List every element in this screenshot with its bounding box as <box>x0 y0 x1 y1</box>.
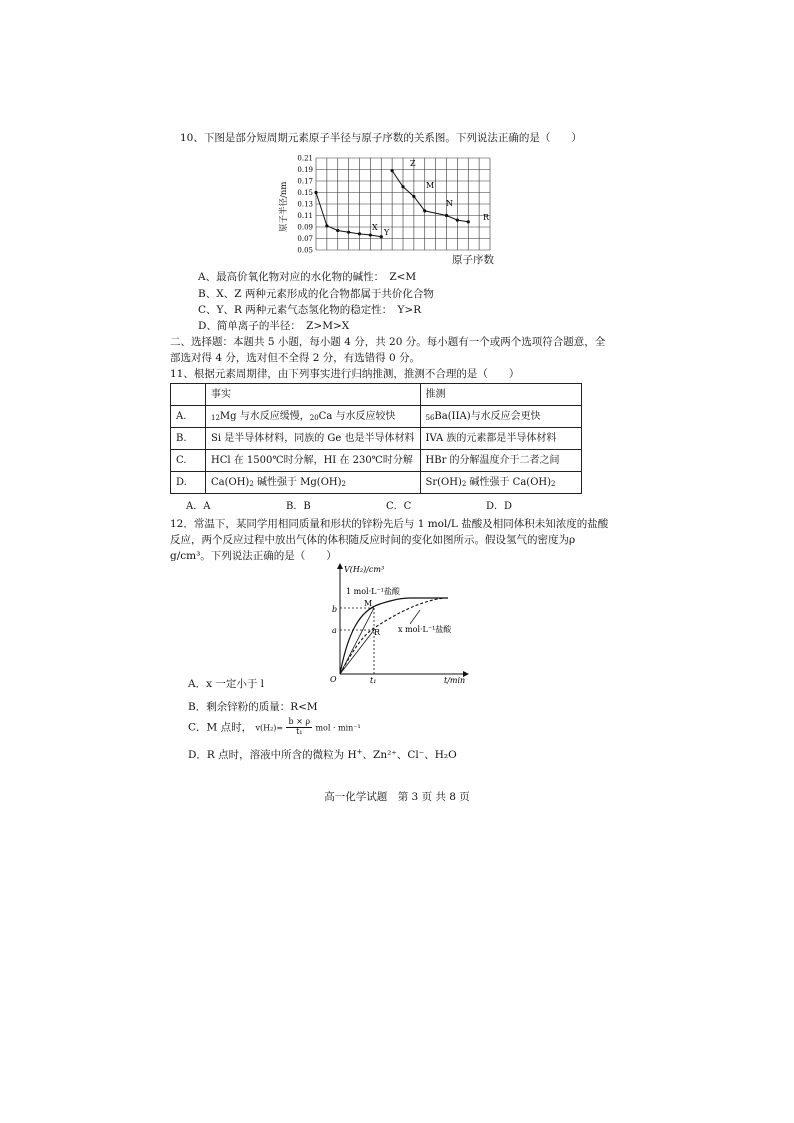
q10-data-point <box>445 214 448 217</box>
table-row <box>171 406 582 428</box>
q12-label-b: b <box>332 605 338 614</box>
q10-label-z: Z <box>410 159 416 168</box>
q12-curve-xmol <box>340 598 448 674</box>
q10-option-a: A、最高价氧化物对应的水化物的碱性： Z<M <box>198 271 417 283</box>
row-guess: Sr(OH)2 碱性强于 Ca(OH)2 <box>420 472 582 494</box>
row-fact: 12Mg 与水反应缓慢，20Ca 与水反应较快 <box>206 406 421 428</box>
q10-option-b: B、X、Z 两种元素形成的化合物都属于共价化合物 <box>198 288 434 300</box>
q12-label-r: R <box>374 628 381 637</box>
q10-data-point <box>358 232 361 235</box>
q10-data-point <box>325 224 328 227</box>
q10-data-point <box>401 185 404 188</box>
q10-data-point <box>347 231 350 234</box>
q10-ylabel: 原子半径/nm <box>279 181 289 232</box>
table-row <box>171 472 582 494</box>
table-row <box>171 384 582 406</box>
row-label: D. <box>171 472 206 494</box>
q12-stem-2: 反应，两个反应过程中放出气体的体积随反应时间的变化如图所示。假设氢气的密度为ρ <box>170 534 576 546</box>
q10-tick-label: 0.15 <box>297 189 313 197</box>
q12-stem-1: 12．常温下，某同学用相同质量和形状的锌粉先后与 1 mol/L 盐酸及相同体积未知浓度的盐酸 <box>170 518 609 530</box>
table-header-guess: 推测 <box>420 384 582 406</box>
table-row <box>171 428 582 450</box>
q10-tick-label: 0.19 <box>297 166 313 174</box>
q10-label-y: Y <box>384 228 390 237</box>
row-label: C. <box>171 450 206 472</box>
table-row <box>171 450 582 472</box>
q10-tick-label: 0.05 <box>297 246 313 255</box>
q12-option-c: C．M 点时， v(H₂)= $\frac{b \times \rho}{\text{t₁}}$ mol · min⁻¹ <box>188 717 361 736</box>
q10-label-x: X <box>372 223 378 232</box>
page-footer: 高一化学试题 第 3 页 共 8 页 <box>324 791 470 803</box>
q12-option-a: A．x 一定小于 l <box>188 678 265 690</box>
q10-tick-label: 0.21 <box>297 154 313 163</box>
q10-option-c: C、Y、R 两种元素气态氢化物的稳定性： Y>R <box>198 304 422 316</box>
q10-curve-right <box>392 171 468 222</box>
q10-data-point <box>412 195 415 198</box>
q11-stem: 11、根据元素周期律，由下列事实进行归纳推测，推测不合理的是（ ） <box>170 368 520 380</box>
q12-label-t1: t₁ <box>370 676 377 685</box>
q10-tick-labels <box>297 155 313 255</box>
q12-label-m: M <box>364 599 373 608</box>
row-guess: HBr 的分解温度介于二者之间 <box>420 450 582 472</box>
q10-grid <box>316 158 490 250</box>
q10-data-point <box>423 209 426 212</box>
table-header-blank <box>171 384 206 406</box>
q12-xlabel: t/min <box>444 676 466 685</box>
q10-data-point <box>336 229 339 232</box>
q10-label-n: N <box>446 199 453 208</box>
row-fact: HCl 在 1500℃时分解，HI 在 230℃时分解 <box>206 450 421 472</box>
q12-stem-3: g/cm³。下列说法正确的是（ ） <box>170 550 337 562</box>
q11-choice-c: C．C <box>386 501 412 512</box>
row-guess: 56Ba(IIA)与水反应会更快 <box>420 406 582 428</box>
q10-radius-chart <box>276 150 506 268</box>
row-fact: Si 是半导体材料，同族的 Ge 也是半导体材料 <box>206 428 421 450</box>
q12-label-curve2: x mol·L⁻¹盐酸 <box>398 625 452 634</box>
q10-label-m: M <box>426 181 435 190</box>
section2-line2: 部选对得 4 分，选对但不全得 2 分，有选错得 0 分。 <box>170 352 421 364</box>
q10-stem: 10、下图是部分短周期元素原子半径与原子序数的关系图。下列说法正确的是（ ） <box>180 132 582 144</box>
q10-xlabel: 原子序数 <box>452 254 494 266</box>
q12-ylabel: V(H₂)/cm³ <box>344 565 385 574</box>
row-label: A. <box>171 406 206 428</box>
q11-choice-b: B．B <box>286 501 311 512</box>
q10-data-point <box>391 169 394 172</box>
q10-data-point <box>380 235 383 238</box>
q10-data-point <box>456 219 459 222</box>
q10-tick-label: 0.09 <box>297 223 313 232</box>
section2-line1: 二、选择题：本题共 5 小题，每小题 4 分，共 20 分。每小题有一个或两个选项符合题意，全 <box>170 336 606 348</box>
q10-label-r: R <box>483 213 490 222</box>
q10-tick-label: 0.13 <box>297 200 313 209</box>
q11-choice-d: D．D <box>486 501 513 512</box>
q12-curve-1mol <box>340 598 448 674</box>
q11-choice-a: A．A <box>186 501 211 512</box>
q12-label-o: O <box>330 675 337 684</box>
row-label: B. <box>171 428 206 450</box>
q10-data-point <box>467 220 470 223</box>
q10-option-d: D、简单离子的半径： Z>M>X <box>198 320 350 332</box>
q12-label-curve1: 1 mol·L⁻¹盐酸 <box>346 587 400 596</box>
q11-table <box>170 383 582 494</box>
q12-option-b: B．剩余锌粉的质量：R<M <box>188 701 318 713</box>
q10-tick-label: 0.11 <box>297 212 313 220</box>
q10-data-point <box>314 191 317 194</box>
row-guess: IVA 族的元素都是半导体材料 <box>420 428 582 450</box>
q12-volume-chart <box>326 562 476 686</box>
row-fact: Ca(OH)2 碱性强于 Mg(OH)2 <box>206 472 421 494</box>
q12-label-a: a <box>332 626 337 635</box>
q10-data-point <box>369 233 372 236</box>
table-header-fact: 事实 <box>206 384 421 406</box>
q10-tick-label: 0.07 <box>297 235 313 243</box>
q12-option-d: D．R 点时，溶液中所含的微粒为 H+、Zn²⁺、Cl⁻、H₂O <box>188 748 457 761</box>
q10-tick-label: 0.17 <box>297 177 313 186</box>
